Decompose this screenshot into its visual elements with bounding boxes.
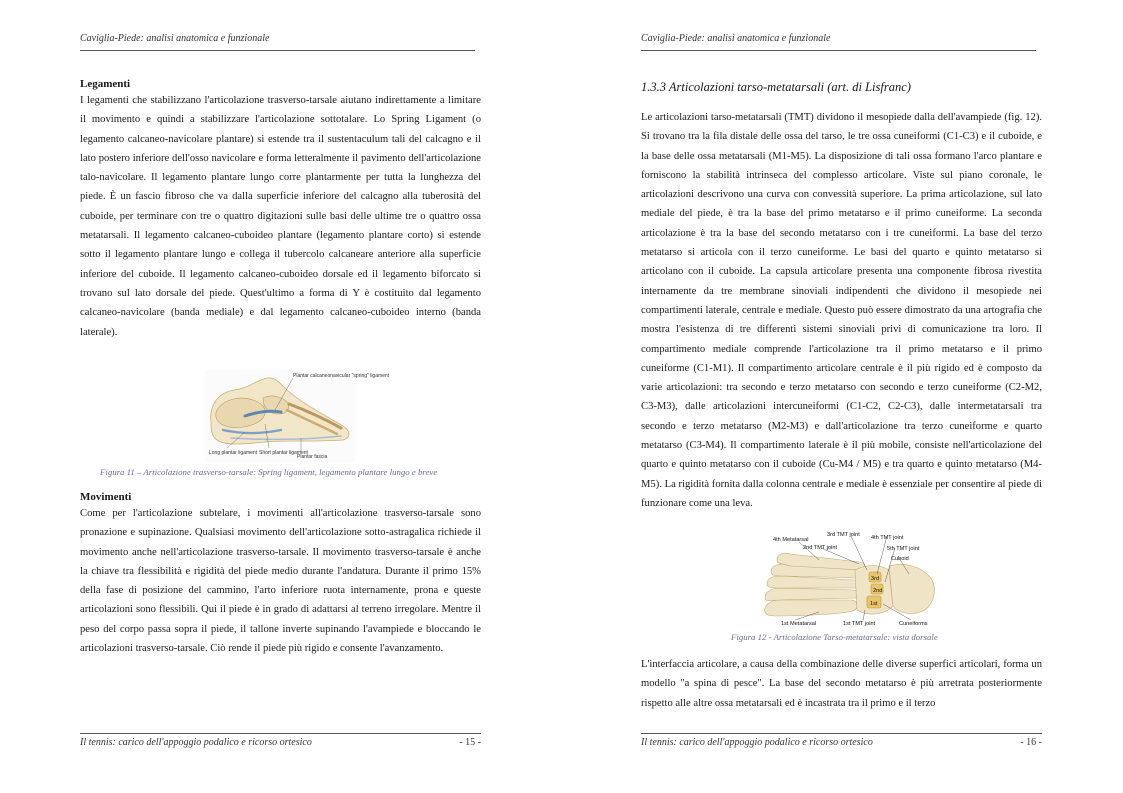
- figure-12-caption: Figura 12 - Articolazione Tarso-metatarsale: vista dorsale: [731, 632, 938, 642]
- label-cuboid: Cuboid: [891, 556, 909, 562]
- label-short-plantar: Short plantar ligament: [259, 450, 308, 456]
- page-15: [80, 0, 481, 793]
- section-title: 1.3.3 Articolazioni tarso-metatarsali (art. di Lisfranc): [641, 80, 911, 94]
- page-number: - 15 -: [459, 737, 481, 748]
- running-footer: [641, 733, 1042, 748]
- label-1st-cuneiform: 1st: [870, 601, 878, 607]
- ligaments-paragraph: I legamenti che stabilizzano l'articolazione trasverso-tarsale aiutano indirettamente a limitare il movimento e quindi a stabilizzare l'articolazione sottotalare. Lo Spring Ligament (o legamento calcaneo-navicolare plantare) si estende tra il sustentaculum tali del calcagno e il lato postero inferiore dell'osso navicolare e forma letteralmente il pavimento dell'articolazione talo-navicolare. Il legamento plantare lungo corre plantarmente per tutta la lunghezza del piede. È un fascio fibroso che va dalla superficie inferiore del calcagno alla tuberosità del cuboide, per terminare con tre o quattro digitazioni sulle basi delle ultime tre o quattro ossa metatarsali. Il legamento calcaneo-cuboideo plantare (legamento plantare corto) si estende sotto il legamento plantare lungo e collega il tubercolo calcaneare anteriore alla superficie inferiore del cuboide. Il legamento calcaneo-cuboideo dorsale ed il legamento biforcato si trovano sul lato dorsale del piede. Quest'ultimo a forma di Y è costituito dal legamento calcaneo-navicolare (banda mediale) e dal legamento calcaneo-cuboideo interno (banda laterale).: [80, 95, 481, 338]
- running-footer: [80, 733, 481, 748]
- label-4th-tmt: 4th TMT joint: [871, 535, 904, 541]
- label-cuneiforms: Cuneiforms: [899, 621, 928, 627]
- label-5th-tmt: 5th TMT joint: [887, 546, 920, 552]
- label-2nd-cuneiform: 2nd: [873, 588, 883, 594]
- ligaments-heading: Legamenti: [80, 78, 131, 90]
- label-3rd-tmt: 3rd TMT joint: [827, 532, 860, 538]
- label-2nd-tmt: 2nd TMT joint: [803, 545, 837, 551]
- ligaments-section: [80, 78, 481, 342]
- figure-12-tmt-dorsal: [759, 530, 939, 630]
- running-header: Caviglia-Piede: analisi anatomica e funzionale: [80, 33, 475, 51]
- herringbone-paragraph: L'interfaccia articolare, a causa della combinazione delle diverse superfici articolari, forma un modello "a spina di pesce". La base del secondo metatarso è più arretrata posteriormente rispetto alle altre ossa metatarsali ed è incastrata tra il primo e il terzo: [641, 659, 1042, 709]
- movements-paragraph: Come per l'articolazione subtelare, i movimenti all'articolazione trasverso-tarsale sono pronazione e supinazione. Qualsiasi movimento dell'articolazione sotto-astragalica richiede il movimento anche nell'articolazione trasverso-tarsale. Il movimento trasverso-tarsale è anche la chiave tra flessibilità e rigidità del piede medio durante l'andatura. Durante il primo 15% della fase di posizione del cammino, l'arto inferiore ruota internamente, prona e queste articolazioni sono flessibili. Qui il piede è in grado di adattarsi al terreno irregolare. Mentre il peso del corpo passa sopra il piede, il tallone inverte supinando l'avampiede e bloccando le articolazioni trasverso-tarsale. Ciò rende il piede più rigido e consente l'avanzamento.: [80, 508, 481, 655]
- label-1st-tmt: 1st TMT joint: [843, 621, 876, 627]
- running-header: Caviglia-Piede: analisi anatomica e funzionale: [641, 33, 1036, 51]
- movements-section: [80, 491, 481, 658]
- tmt-intro: [641, 108, 1042, 513]
- footer-title: Il tennis: carico dell'appoggio podalico e ricorso ortesico: [641, 737, 873, 748]
- label-plantar-fascia: Plantar fascia: [297, 454, 328, 460]
- label-spring-ligament: Plantar calcaneonavicular "spring" ligament: [293, 373, 390, 379]
- label-3rd-cuneiform: 3rd: [871, 576, 880, 582]
- label-1st-metatarsal: 1st Metatarsal: [781, 621, 817, 627]
- movements-heading: Movimenti: [80, 491, 132, 503]
- figure-11-foot-ligaments: [205, 370, 390, 462]
- tmt-continued: [641, 655, 1042, 713]
- page-number: - 16 -: [1020, 737, 1042, 748]
- footer-title: Il tennis: carico dell'appoggio podalico e ricorso ortesico: [80, 737, 312, 748]
- label-4th-metatarsal: 4th Metatarsal: [773, 537, 809, 543]
- page-16: [641, 0, 1042, 793]
- figure-11-caption: Figura 11 – Articolazione trasverso-tarsale: Spring ligament, legamento plantare lungo e breve: [100, 467, 438, 477]
- tmt-paragraph: Le articolazioni tarso-metatarsali (TMT) dividono il mesopiede dalla dell'avampiede (fig. 12). Si trovano tra la fila distale delle ossa del tarso, le tre ossa cuneiformi (C1-C3) e il cuboide, e la base delle ossa metatarsali (M1-M5). La disposizione di tali ossa formano l'arco plantare e forniscono la stabilità intrinseca del complesso articolare. Viste sul piano coronale, le articolazioni descrivono una curva con convessità superiore. La prima articolazione, sul lato mediale del piede, è tra la base del primo metatarso e il primo cuneiforme. La seconda articolazione è tra la base del secondo metatarso con i tre cuneiformi. La base del terzo metatarso si articola con il terzo cuneiforme. Le basi del quarto e quinto metatarso si articolano con il cuboide. La capsula articolare presenta una componente fibrosa rivestita internamente da tre membrane sinoviali indipendenti che dividono il mesopiede nei compartimenti laterale, centrale e mediale. Questo può essere dimostrato da una artografia che mostra l'esistenza di tre differenti sistemi sinoviali privi di comunicazione tra loro. Il compartimento mediale comprende l'articolazione tra il primo metatarso e il primo cuneiforme (C1-M1). Il compartimento articolare centrale è il più rigido ed è composto da varie articolazioni: tra secondo e terzo metatarso con secondo e terzo cuneiforme (C2-M2, C3-M3), dalle articolazioni intercuneiformi (C1-C2, C2-C3), dalle intermetatarsali tra secondo e terzo metatarso (M2-M3) e dall'articolazione tra terzo cuneiforme e quarto metatarso (C3-M4). Il compartimento laterale è il più mobile, consiste nell'articolazione del quarto e quinto metatarso con il cuboide (Cu-M4 / M5) e tra quarto e quinto metatarso (M4-M5). La rigidità fornita dalla colonna centrale e mediale è essenziale per consentire al piede di funzionare come una leva.: [641, 112, 1042, 509]
- label-long-plantar: Long plantar ligament: [209, 450, 258, 456]
- section-1-3-3: [641, 80, 1042, 95]
